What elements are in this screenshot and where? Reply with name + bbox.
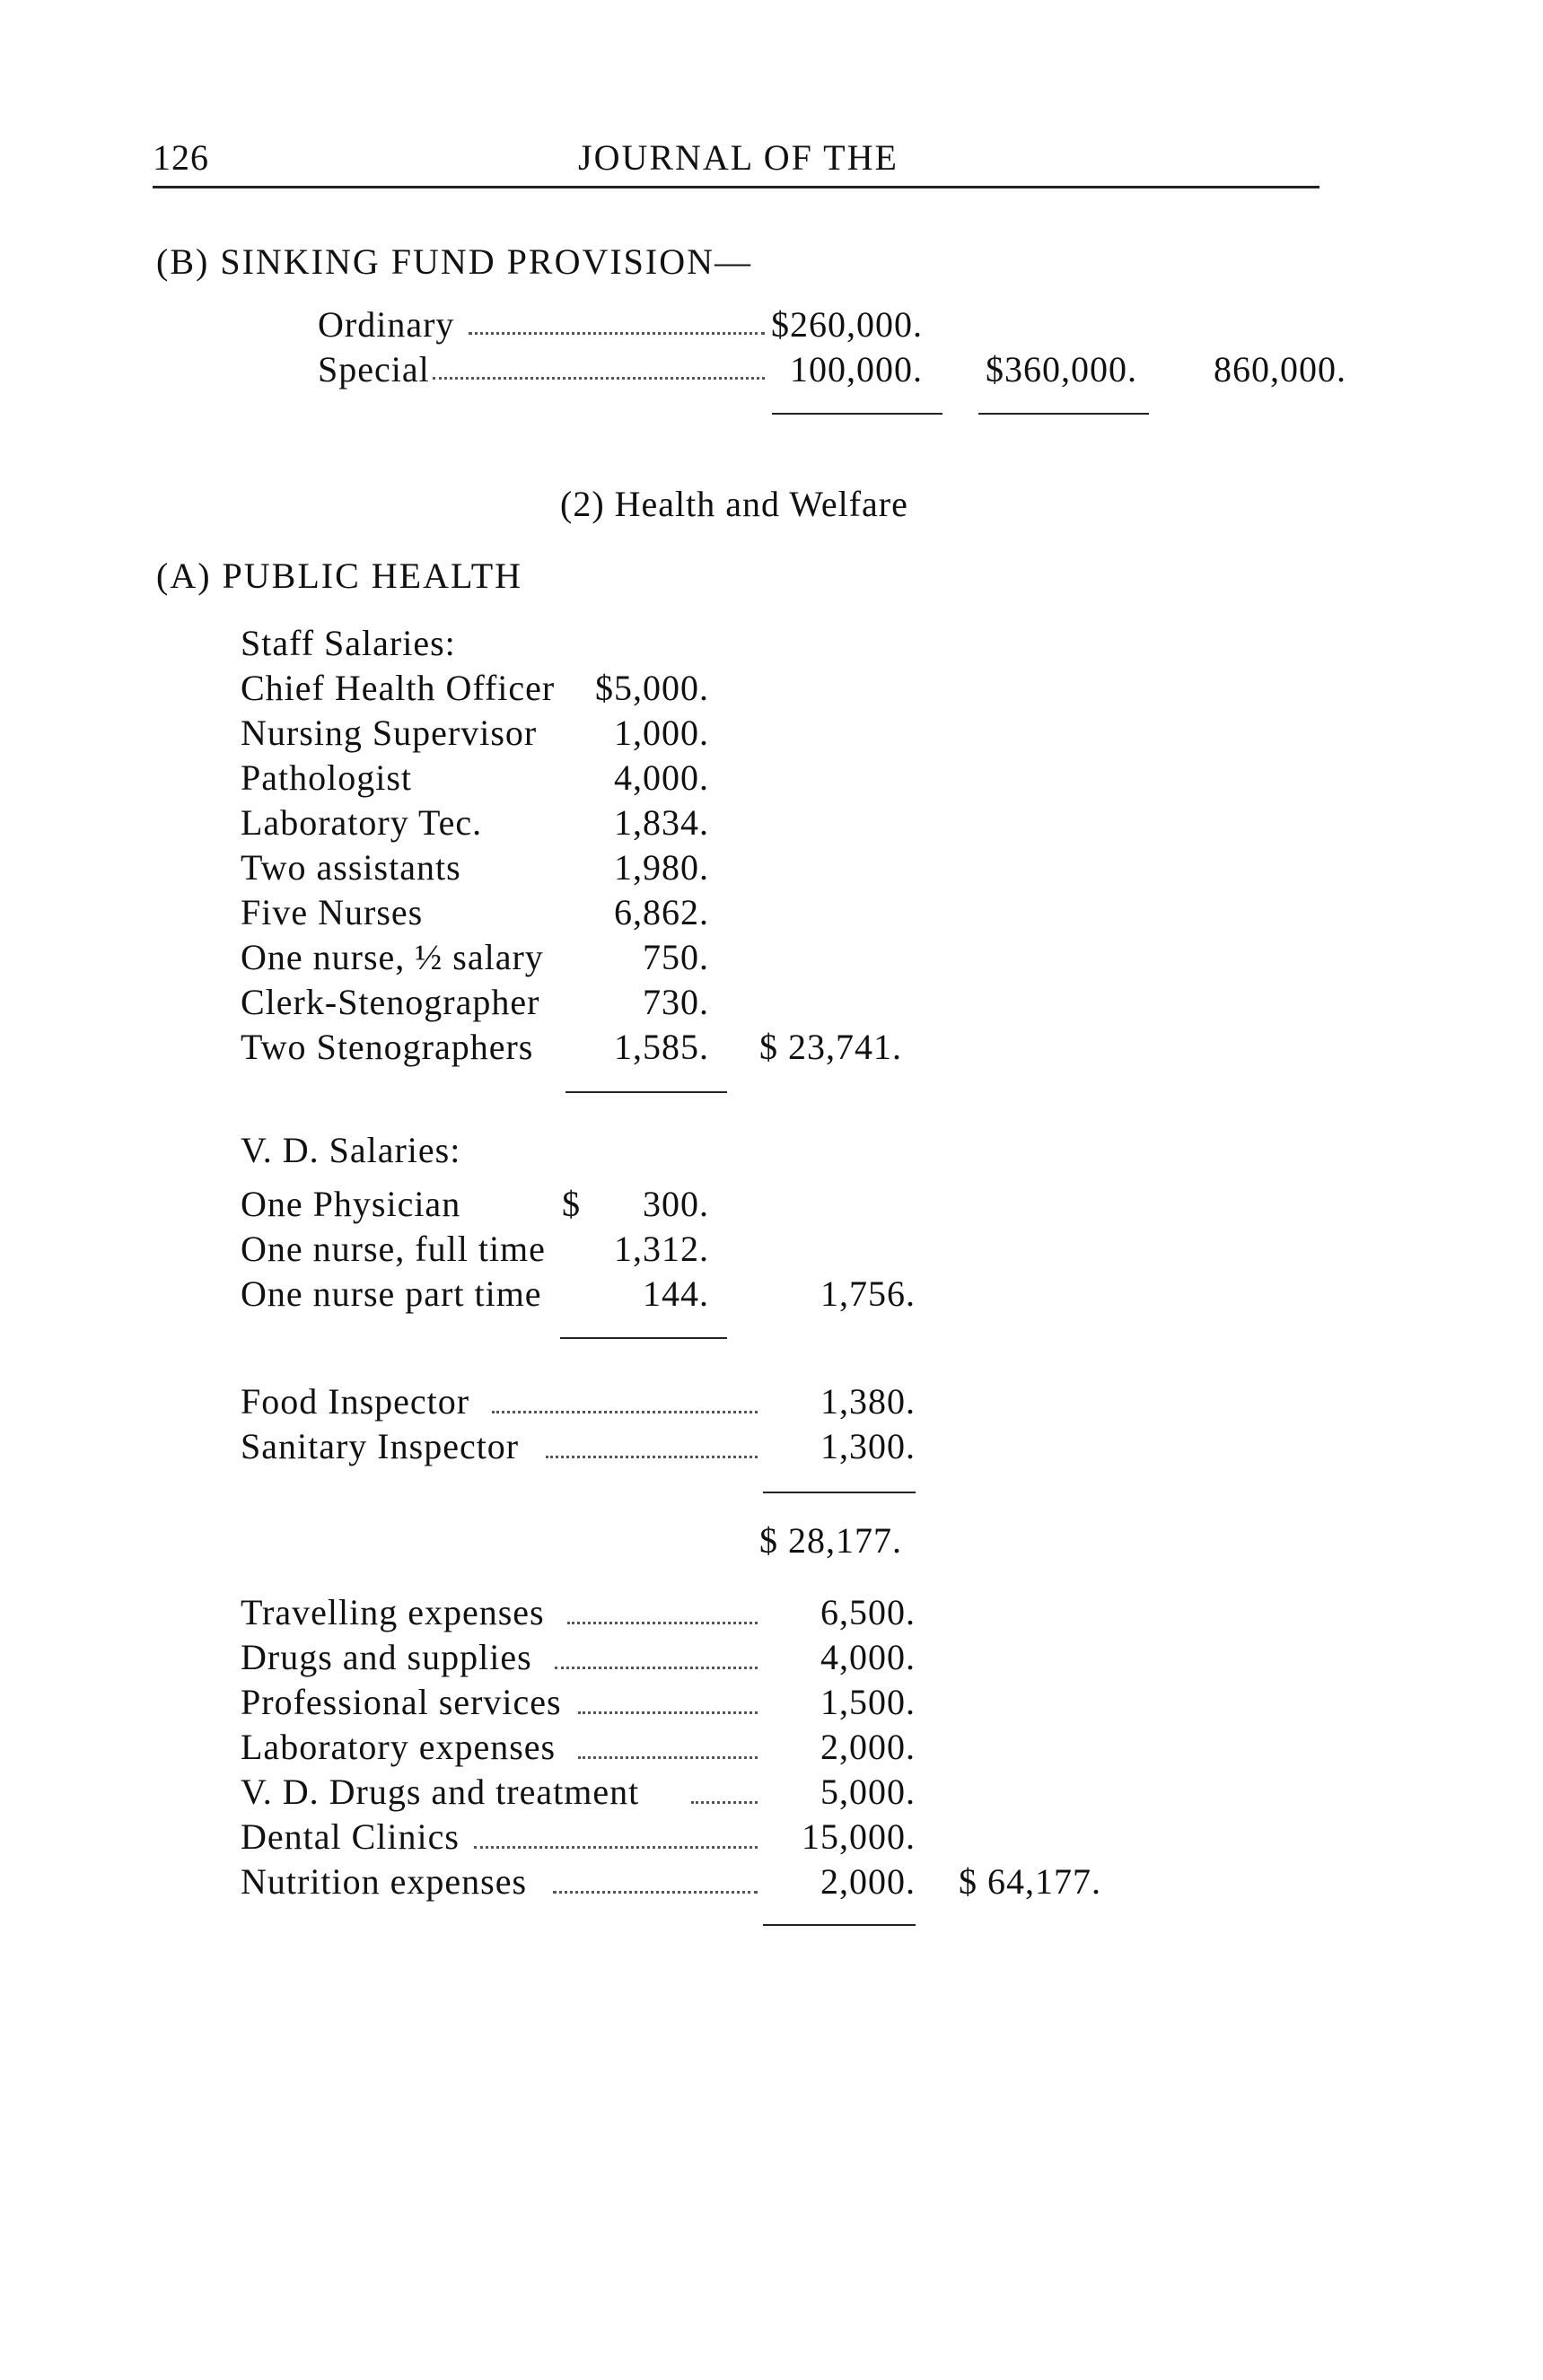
staff-row-amount: $5,000. (595, 668, 709, 708)
staff-row-label: Nursing Supervisor (241, 713, 538, 753)
staff-row-label: Pathologist (241, 757, 413, 798)
expense-amount: 2,000. (820, 1861, 916, 1902)
leader-dots (691, 1801, 758, 1804)
staff-row-amount: 1,834. (614, 802, 709, 843)
staff-row-label: Clerk-Stenographer (241, 982, 540, 1022)
staff-salaries-total: $ 23,741. (759, 1027, 902, 1067)
staff-row-amount: 730. (643, 982, 709, 1022)
staff-row-amount: 4,000. (614, 757, 709, 798)
vd-salaries-heading: V. D. Salaries: (241, 1130, 461, 1170)
leader-dots (492, 1411, 758, 1413)
staff-row-amount: 750. (643, 937, 709, 977)
staff-row-amount: 1,000. (614, 713, 709, 753)
vd-row-label: One nurse part time (241, 1273, 542, 1314)
sinking-fund-amount: $260,000. (771, 304, 923, 345)
inspector-amount: 1,300. (820, 1426, 916, 1466)
staff-row-label: One nurse, ½ salary (241, 937, 544, 977)
expense-label: Dental Clinics (241, 1816, 460, 1857)
vd-row-amount: 1,312. (614, 1229, 709, 1269)
sinking-fund-subtotal: $360,000. (986, 349, 1137, 389)
expense-amount: 1,500. (820, 1682, 916, 1722)
expense-amount: 15,000. (802, 1816, 916, 1857)
expense-label: V. D. Drugs and treatment (241, 1772, 640, 1812)
expense-amount: 6,500. (820, 1592, 916, 1632)
staff-row-amount: 1,980. (614, 847, 709, 888)
sum-rule (763, 1492, 916, 1493)
expense-amount: 4,000. (820, 1637, 916, 1677)
inspector-amount: 1,380. (820, 1381, 916, 1422)
leader-dots (555, 1667, 758, 1669)
inspector-label: Food Inspector (241, 1381, 470, 1422)
vd-row-label: One Physician (241, 1184, 461, 1224)
expense-label: Drugs and supplies (241, 1637, 532, 1677)
expense-label: Travelling expenses (241, 1592, 545, 1632)
staff-row-label: Two Stenographers (241, 1027, 534, 1067)
staff-salaries-heading: Staff Salaries: (241, 623, 456, 663)
staff-row-label: Five Nurses (241, 892, 424, 932)
leader-dots (433, 377, 765, 380)
inspector-label: Sanitary Inspector (241, 1426, 520, 1466)
leader-dots (578, 1756, 758, 1759)
running-title: JOURNAL OF THE (578, 137, 899, 178)
expense-label: Laboratory expenses (241, 1727, 557, 1767)
sum-rule (560, 1337, 727, 1339)
sinking-fund-label: Ordinary (318, 304, 455, 345)
leader-dots (578, 1711, 758, 1714)
leader-dots (469, 332, 765, 335)
vd-salaries-total: 1,756. (820, 1273, 916, 1314)
section-title: (2) Health and Welfare (560, 484, 908, 524)
leader-dots (567, 1622, 758, 1624)
header-rule (153, 186, 1319, 188)
vd-row-label: One nurse, full time (241, 1229, 546, 1269)
grand-total: $ 64,177. (959, 1861, 1101, 1902)
expense-amount: 5,000. (820, 1772, 916, 1812)
sinking-fund-label: Special (318, 349, 430, 389)
sum-rule (565, 1091, 727, 1093)
vd-row-dollar: $ (562, 1184, 581, 1224)
leader-dots (546, 1456, 758, 1458)
staff-row-amount: 6,862. (614, 892, 709, 932)
sum-rule (772, 413, 942, 415)
page-number: 126 (153, 137, 209, 178)
expense-label: Professional services (241, 1682, 562, 1722)
staff-row-label: Laboratory Tec. (241, 802, 483, 843)
expense-label: Nutrition expenses (241, 1861, 528, 1902)
leader-dots (474, 1846, 758, 1849)
sum-rule (978, 413, 1149, 415)
staff-row-label: Chief Health Officer (241, 668, 556, 708)
staff-row-label: Two assistants (241, 847, 461, 888)
staff-row-amount: 1,585. (614, 1027, 709, 1067)
public-health-heading: (A) PUBLIC HEALTH (156, 556, 523, 596)
sinking-fund-amount: 100,000. (790, 349, 923, 389)
sinking-fund-heading: (B) SINKING FUND PROVISION— (156, 241, 753, 282)
salaries-total: $ 28,177. (759, 1520, 902, 1561)
expense-amount: 2,000. (820, 1727, 916, 1767)
sinking-fund-total: 860,000. (1214, 349, 1346, 389)
leader-dots (553, 1891, 758, 1894)
sum-rule (763, 1924, 916, 1926)
vd-row-amount: 300. (643, 1184, 709, 1224)
vd-row-amount: 144. (643, 1273, 709, 1314)
